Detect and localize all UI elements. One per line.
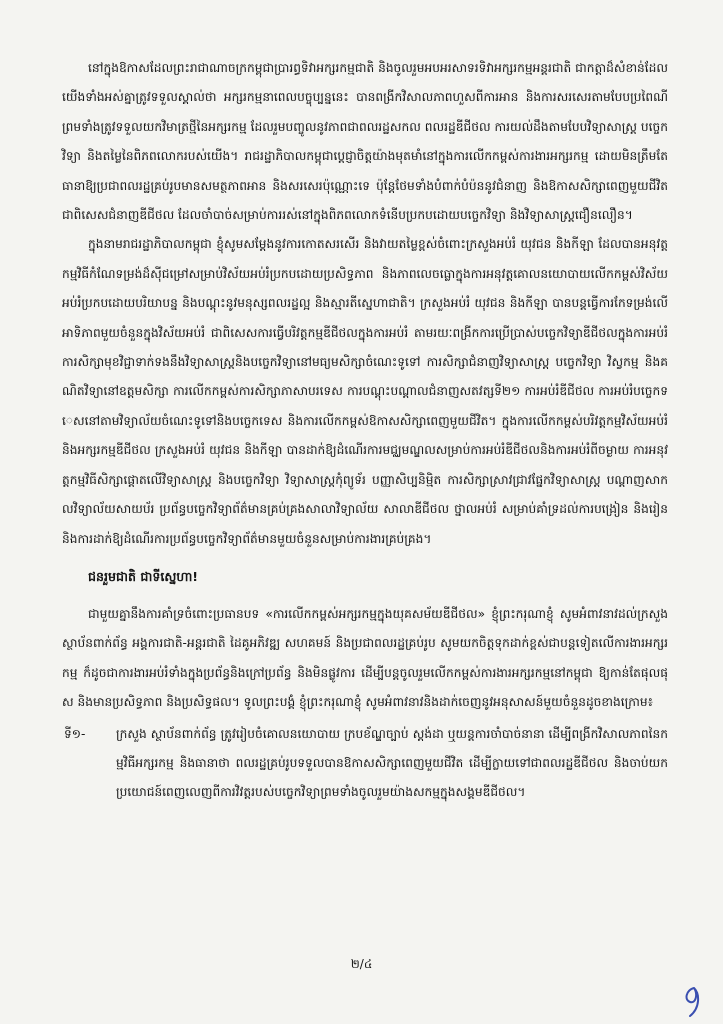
recommendation-item [62,720,668,808]
salutation: ជនរួមជាតិ ជាទីស្នេហា! [88,568,199,584]
paragraph-3: ជាមួយគ្នានឹងការគាំទ្រចំពោះប្រធានបទ «ការលើកកម្ពស់អក្សរកម្មក្នុងយុគសម័យឌីជីថល» ខ្ញុំព្រះករុណាខ្ញុំ សូមអំពាវនាវដល់ក្រសួង ស្ថាប័នពាក់ព័ន្ធ អង្គការជាតិ-អន្តរជាតិ ដៃគូអភិវឌ្ឍ សហគមន៍ និងប្រជាពលរដ្ឋគ្រប់រូប សូមយកចិត្តទុកដាក់ខ្ពស់ជាបន្តទៀតលើការងារអក្សរកម្ម ក៏ដូចជាការងារអប់រំទាំងក្នុងប្រព័ន្ធនិងក្រៅប្រព័ន្ធ និងមិនផ្លូវការ ដើម្បីបន្តចូលរួមលើកកម្ពស់ការងារអក្សរកម្មនៅកម្ពុជា ឱ្យកាន់តែផុលផុស និងមានប្រសិទ្ធភាព និងប្រសិទ្ធផល។ ទូលព្រះបង្គំ ខ្ញុំព្រះករុណាខ្ញុំ សូមអំពាវនាវនិងដាក់ចេញនូវអនុសាសន៍មួយចំនួនដូចខាងក្រោម៖ [62,606,668,710]
paragraph-1: នៅក្នុងឱកាសដែលព្រះរាជាណាចក្រកម្ពុជាប្រារព្ធទិវាអក្សរកម្មជាតិ និងចូលរួមអបអរសាទរទិវាអក្សរកម្មអន្តរជាតិ ជាកត្តាដ៏សំខាន់ដែលយើងទាំងអស់គ្នាត្រូវទទួលស្គាល់ថា អក្សរកម្មនាពេលបច្ចុប្បន្ននេះ បានពង្រីកវិសាលភាពហួសពីការអាន និងការសរសេរតាមបែបប្រពៃណី ព្រមទាំងត្រូវទទួលយកវិមាត្រថ្មីនៃអក្សរកម្ម ដែលរួមបញ្ចូលនូវភាពជាពលរដ្ឋសកល ពលរដ្ឋឌីជីថល ការយល់ដឹងតាមបែបវិទ្យាសាស្ត្រ បច្ចេកវិទ្យា និងតម្លៃនៃពិភពលោករបស់យើង។ រាជរដ្ឋាភិបាលកម្ពុជាប្តេជ្ញាចិត្តយ៉ាងមុតមាំនៅក្នុងការលើកកម្ពស់ការងារអក្សរកម្ម ដោយមិនត្រឹមតែធានាឱ្យប្រជាពលរដ្ឋគ្រប់រូបមានសមត្ថភាពអាន និងសរសេរប៉ុណ្ណោះទេ ប៉ុន្តែថែមទាំងបំពាក់បំប៉ននូវជំនាញ និងឱកាសសិក្សាពេញមួយជីវិត ជាពិសេសជំនាញឌីជីថល ដែលចាំបាច់សម្រាប់ការរស់នៅក្នុងពិភពលោកទំនើបប្រកបដោយបច្ចេកវិទ្យា និងវិទ្យាសាស្ត្រជឿនលឿន។ [62,61,668,223]
document-body [62,54,668,808]
page-number: ២/៤ [350,957,373,971]
handwritten-initial-mark [678,980,708,1020]
paragraph-2: ក្នុងនាមរាជរដ្ឋាភិបាលកម្ពុជា ខ្ញុំសូមសម្តែងនូវការកោតសរសើរ និងវាយតម្លៃខ្ពស់ចំពោះក្រសួងអប់រំ យុវជន និងកីឡា ដែលបានអនុវត្តកម្មវិធីកំណែទម្រង់ដ៏ស៊ីជម្រៅសម្រាប់វិស័យអប់រំប្រកបដោយប្រសិទ្ធភាព និងភាពលេចធ្លោក្នុងការអនុវត្តគោលនយោបាយលើកកម្ពស់វិស័យអប់រំប្រកបដោយបរិយាបន្ន និងបណ្តុះនូវមនុស្សពលរដ្ឋល្អ និងស្មារតីស្នេហាជាតិ។ ក្រសួងអប់រំ យុវជន និងកីឡា បានបន្តធ្វើការកែទម្រង់លើអាទិភាពមួយចំនួនក្នុងវិស័យអប់រំ ជាពិសេសការធ្វើបរិវត្តកម្មឌីជីថលក្នុងការអប់រំ តាមរយៈពង្រីកការប្រើប្រាស់បច្ចេកវិទ្យាឌីជីថលក្នុងការអប់រំ ការសិក្សាមុខវិជ្ជាទាក់ទងនឹងវិទ្យាសាស្ត្រនិងបច្ចេកវិទ្យានៅមធ្យមសិក្សាចំណេះទូទៅ ការសិក្សាជំនាញវិទ្យាសាស្ត្រ បច្ចេកវិទ្យា វិស្វកម្ម និងគណិតវិទ្យានៅឧត្តមសិក្សា ការលើកកម្ពស់ការសិក្សាភាសាបរទេស ការបណ្តុះបណ្តាលជំនាញសតវត្សទី២១ ការអប់រំឌីជីថល ការអប់រំបច្ចេកទេសនៅតាមវិទ្យាល័យចំណេះទូទៅនិងបច្ចេកទេស និងការលើកកម្ពស់ឱកាសសិក្សាពេញមួយជីវិត។ ក្នុងការលើកកម្ពស់បរិវត្តកម្មវិស័យអប់រំនិងអក្សរកម្មឌីជីថល ក្រសួងអប់រំ យុវជន និងកីឡា បានដាក់ឱ្យដំណើរការមជ្ឈមណ្ឌលសម្រាប់ការអប់រំឌីជីថលនិងការអប់រំពីចម្ងាយ ការអនុវត្តកម្មវិធីសិក្សាផ្តោតលើវិទ្យាសាស្ត្រ និងបច្ចេកវិទ្យា វិទ្យាសាស្ត្រកុំព្យូទ័រ បញ្ញាសិប្បនិម្មិត ការសិក្សាស្រាវជ្រាវផ្នែកវិទ្យាសាស្ត្រ បណ្តាញសាកលវិទ្យាល័យសាយប័រ ប្រព័ន្ធបច្ចេកវិទ្យាព័ត៌មានគ្រប់គ្រងសាលាវិទ្យាល័យ សាលាឌីជីថល ថ្នាលអប់រំ សម្រាប់គាំទ្រដល់ការបង្រៀន និងរៀន និងការដាក់ឱ្យដំណើរការប្រព័ន្ធបច្ចេកវិទ្យាព័ត៌មានមួយចំនួនសម្រាប់ការងារគ្រប់គ្រង។ [62,237,668,546]
recommendation-text: ក្រសួង ស្ថាប័នពាក់ព័ន្ធ ត្រូវរៀបចំគោលនយោបាយ ក្របខ័ណ្ឌច្បាប់ ស្តង់ដា ឬយន្តការចាំបាច់នានា ដើម្បីពង្រីកវិសាលភាពនៃកម្មវិធីអក្សរកម្ម និងធានាថា ពលរដ្ឋគ្រប់រូបទទួលបានឱកាសសិក្សាពេញមួយជីវិត ដើម្បីក្លាយទៅជាពលរដ្ឋឌីជីថល និងចាប់យកប្រយោជន៍ពេញលេញពីការវិវត្តរបស់បច្ចេកវិទ្យាព្រមទាំងចូលរួមយ៉ាងសកម្មក្នុងសង្គមឌីជីថល។ [116,726,668,800]
recommendation-number: ទី១- [64,726,86,741]
